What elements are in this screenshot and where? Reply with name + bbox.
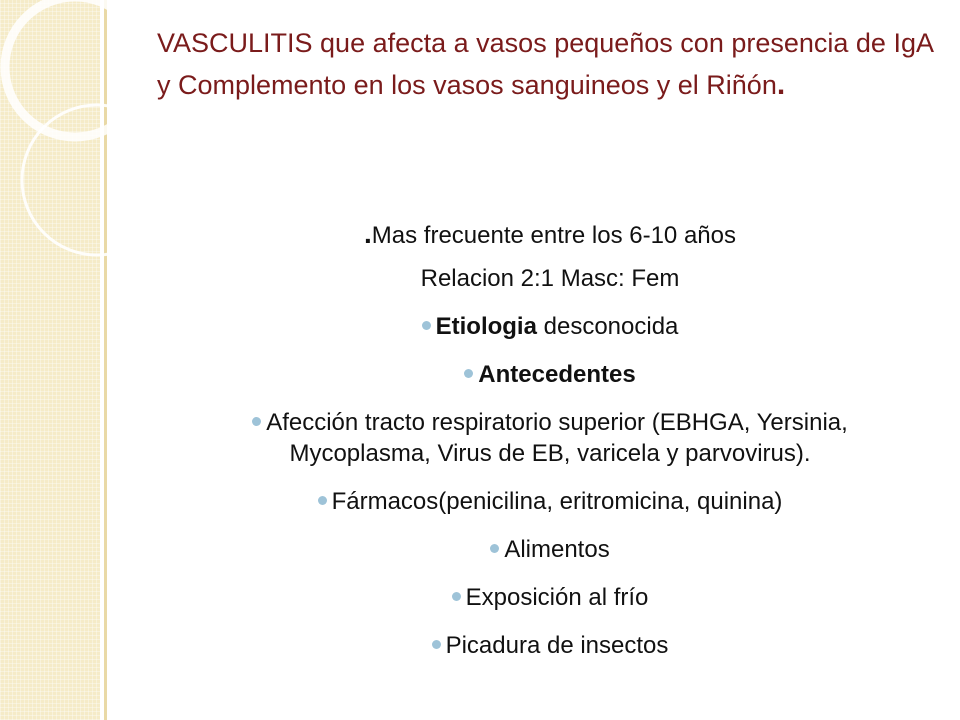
line-relacion <box>150 263 950 294</box>
farmacos-text: Fármacos(penicilina, eritromicina, quinina) <box>331 488 783 515</box>
frecuencia-mark: . <box>364 218 372 249</box>
line-afeccion <box>150 407 950 469</box>
line-etiologia <box>150 311 950 342</box>
etiologia-bold: Etiologia <box>435 313 537 340</box>
exposicion-text: Exposición al frío <box>465 584 649 611</box>
round-bullet-icon <box>490 544 499 553</box>
line-frecuencia <box>150 218 950 251</box>
content-list <box>150 218 950 678</box>
title-end-mark: . <box>776 68 786 101</box>
alimentos-text: Alimentos <box>504 536 610 563</box>
line-exposicion <box>150 582 950 613</box>
title-text: VASCULITIS que afecta a vasos pequeños con presencia de IgA y Complemento en los vasos sanguineos y el Riñón <box>157 28 933 100</box>
line-antecedentes <box>150 359 950 390</box>
etiologia-rest: desconocida <box>536 313 679 340</box>
round-bullet-icon <box>464 369 473 378</box>
line-picadura <box>150 630 950 661</box>
afeccion-line2: Mycoplasma, Virus de EB, varicela y parvovirus). <box>289 440 811 467</box>
antecedentes-text: Antecedentes <box>478 361 636 388</box>
line-alimentos <box>150 534 950 565</box>
round-bullet-icon <box>422 321 431 330</box>
line-farmacos <box>150 486 950 517</box>
picadura-text: Picadura de insectos <box>445 632 669 659</box>
round-bullet-icon <box>432 640 441 649</box>
round-bullet-icon <box>452 592 461 601</box>
frecuencia-text: Mas frecuente entre los 6-10 años <box>371 222 736 249</box>
slide-title <box>157 22 937 106</box>
round-bullet-icon <box>318 496 327 505</box>
relacion-text: Relacion 2:1 Masc: Fem <box>420 265 680 292</box>
round-bullet-icon <box>252 417 261 426</box>
afeccion-line1: Afección tracto respiratorio superior (EBHGA, Yersinia, <box>266 409 848 436</box>
